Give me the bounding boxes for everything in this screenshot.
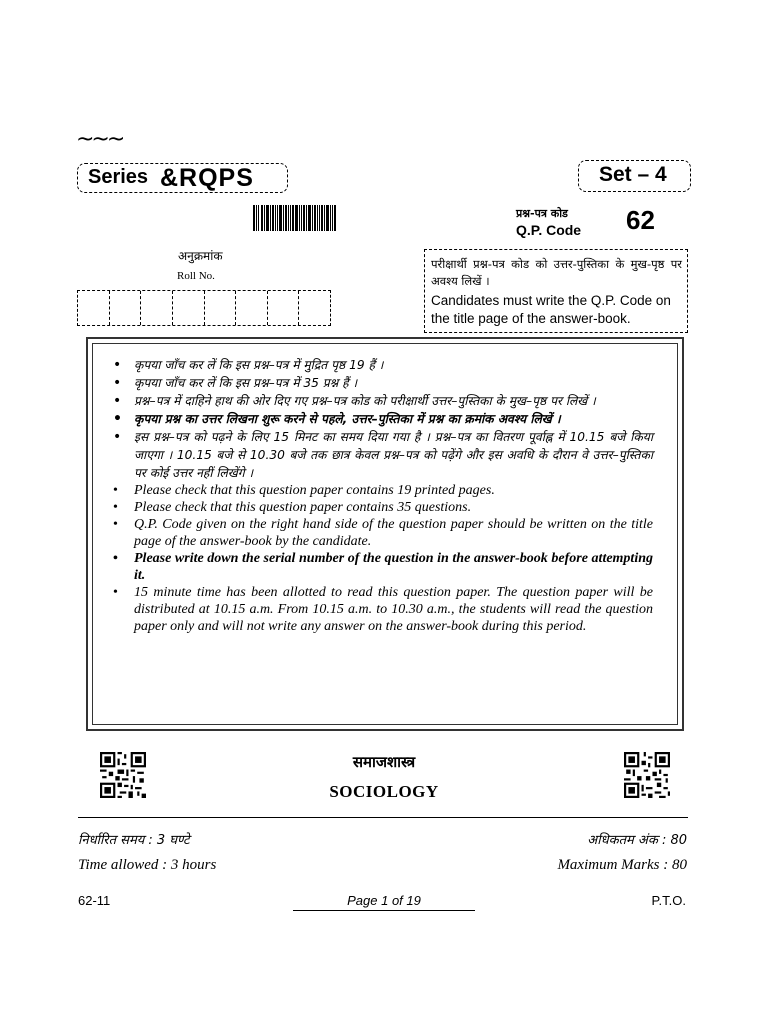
divider bbox=[78, 817, 688, 818]
roll-digit-box[interactable] bbox=[173, 291, 205, 325]
instruction-item: • प्रश्न–पत्र में दाहिने हाथ की ओर दिए गए प्रश्न–पत्र कोड को परीक्षार्थी उत्तर–पुस्तिका के मुख–पृष्ठ पर लिखें । bbox=[113, 392, 653, 410]
instruction-item: • कृपया प्रश्न का उत्तर लिखना शुरू करने से पहले, उत्तर–पुस्तिका में प्रश्न का क्रमांक अवश्य लिखें । bbox=[113, 410, 653, 428]
instruction-item: • Q.P. Code given on the right hand side of the question paper should be written on the title page of the answer-book by the candidate. bbox=[113, 516, 653, 550]
max-marks-hindi: अधिकतम अंक : 80 bbox=[587, 833, 687, 848]
candidate-note-hindi: परीक्षार्थी प्रश्न-पत्र कोड को उत्तर-पुस्तिका के मुख-पृष्ठ पर अवश्य लिखें । bbox=[431, 257, 682, 288]
roll-digit-box[interactable] bbox=[110, 291, 142, 325]
roll-digit-box[interactable] bbox=[141, 291, 173, 325]
set-label: Set – 4 bbox=[599, 163, 667, 186]
subject-title-hindi: समाजशास्त्र bbox=[352, 753, 416, 771]
candidate-note-box bbox=[424, 249, 688, 333]
footer-code: 62-11 bbox=[78, 893, 111, 908]
page-number: Page 1 of 19 bbox=[293, 893, 475, 911]
series-box bbox=[77, 163, 288, 193]
series-label: Series bbox=[88, 166, 149, 188]
qp-code-label: Q.P. Code bbox=[516, 222, 582, 238]
instruction-item: • Please write down the serial number of the question in the answer-book before attempting it. bbox=[113, 550, 653, 584]
roll-number-boxes[interactable] bbox=[77, 290, 331, 326]
instruction-item: • 15 minute time has been allotted to read this question paper. The question paper will be distributed at 10.15 a.m. From 10.15 a.m. to 10.30 a.m., the students will read the question paper only and will not write any answer on the answer-book during this period. bbox=[113, 584, 653, 635]
pto-label: P.T.O. bbox=[651, 893, 686, 908]
instructions-list bbox=[113, 356, 653, 635]
header-ornament: ~~~ bbox=[76, 127, 123, 152]
instruction-item: • कृपया जाँच कर लें कि इस प्रश्न–पत्र में 35 प्रश्न हैं । bbox=[113, 374, 653, 392]
max-marks: Maximum Marks : 80 bbox=[557, 857, 687, 873]
time-allowed: Time allowed : 3 hours bbox=[78, 857, 217, 873]
roll-digit-box[interactable] bbox=[299, 291, 330, 325]
roll-digit-box[interactable] bbox=[236, 291, 268, 325]
instructions-box bbox=[86, 337, 684, 731]
instruction-item: • इस प्रश्न–पत्र को पढ़ने के लिए 15 मिनट का समय दिया गया है । प्रश्न–पत्र का वितरण पूर्वाह्न में 10.15 बजे किया जाएगा । 10.15 बजे से 10.30 बजे तक छात्र केवल प्रश्न–पत्र को पढ़ेंगे और इस अवधि के दौरान वे उत्तर–पुस्तिका पर कोई उत्तर नहीं लिखेंगे । bbox=[113, 428, 653, 482]
qp-code-number: 62 bbox=[626, 205, 655, 235]
roll-label: Roll No. bbox=[177, 270, 215, 282]
candidate-note-english: Candidates must write the Q.P. Code on the title page of the answer-book. bbox=[431, 293, 671, 326]
series-code: &RQPS bbox=[160, 164, 254, 192]
roll-digit-box[interactable] bbox=[78, 291, 110, 325]
subject-title: SOCIOLOGY bbox=[329, 782, 439, 801]
roll-digit-box[interactable] bbox=[205, 291, 237, 325]
time-allowed-hindi: निर्धारित समय : 3 घण्टे bbox=[78, 833, 190, 848]
roll-digit-box[interactable] bbox=[268, 291, 300, 325]
instruction-item: • Please check that this question paper contains 35 questions. bbox=[113, 499, 653, 516]
instruction-item: • Please check that this question paper contains 19 printed pages. bbox=[113, 482, 653, 499]
barcode bbox=[253, 205, 336, 231]
qp-code-hindi-label: प्रश्न-पत्र कोड bbox=[516, 207, 568, 220]
instructions-inner-border bbox=[92, 343, 678, 725]
roll-label-hindi: अनुक्रमांक bbox=[178, 249, 223, 263]
instruction-item: • कृपया जाँच कर लें कि इस प्रश्न–पत्र में मुद्रित पृष्ठ 19 हैं । bbox=[113, 356, 653, 374]
set-box bbox=[578, 160, 691, 192]
